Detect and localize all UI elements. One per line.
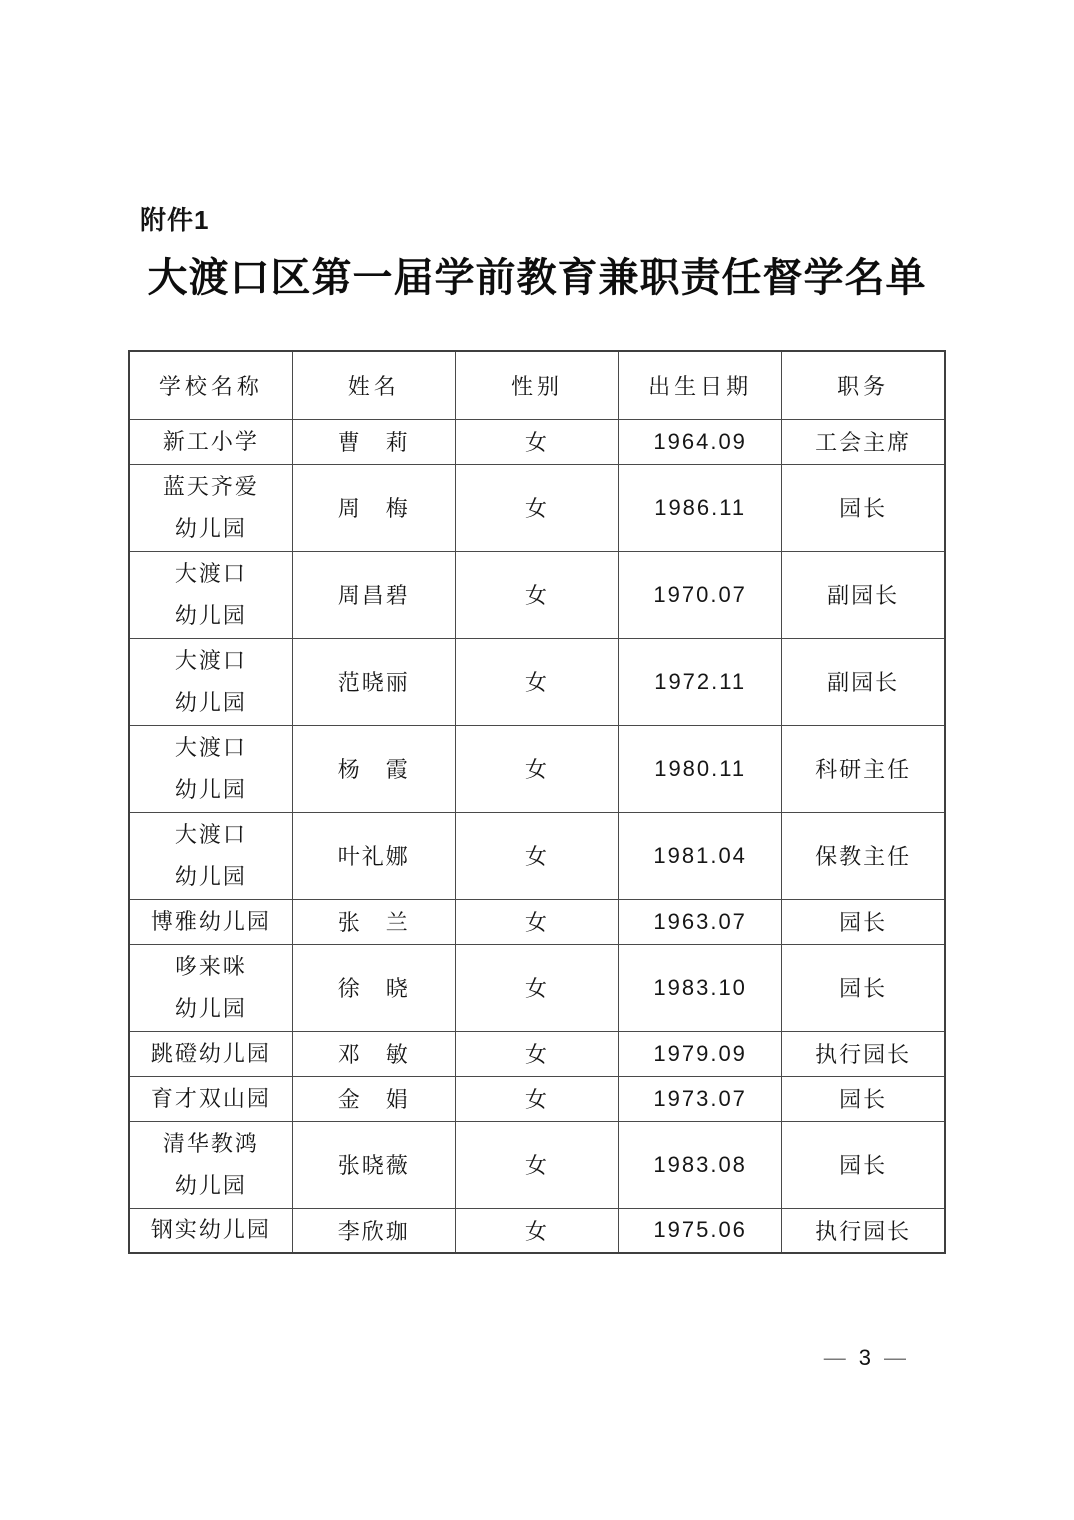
- table-row: [129, 1208, 945, 1253]
- table-row: [129, 812, 945, 899]
- position-cell: 园长: [782, 1121, 945, 1208]
- birth-date-cell: 1981.04: [619, 812, 782, 899]
- table-row: [129, 899, 945, 944]
- attachment-label: 附件1: [140, 205, 210, 235]
- name-cell: 叶礼娜: [292, 812, 455, 899]
- school-name-cell: [129, 419, 292, 464]
- school-name-line: 幼儿园: [174, 602, 247, 628]
- birth-date-cell: 1964.09: [619, 419, 782, 464]
- position-cell: 园长: [782, 1076, 945, 1121]
- school-name-line: 蓝天齐爱: [162, 473, 259, 499]
- school-name-cell: [129, 899, 292, 944]
- column-header: 性别: [455, 351, 618, 419]
- column-header: 姓名: [292, 351, 455, 419]
- school-name-line: 幼儿园: [174, 1172, 247, 1198]
- gender-cell: 女: [455, 1121, 618, 1208]
- school-name-line: 育才双山园: [150, 1085, 271, 1111]
- gender-cell: 女: [455, 812, 618, 899]
- birth-date-cell: 1973.07: [619, 1076, 782, 1121]
- table-row: [129, 1031, 945, 1076]
- school-name-line: 大渡口: [174, 560, 247, 586]
- birth-date-cell: 1983.08: [619, 1121, 782, 1208]
- position-cell: 科研主任: [782, 725, 945, 812]
- gender-cell: 女: [455, 1076, 618, 1121]
- school-name-line: 新工小学: [162, 428, 259, 454]
- position-cell: 园长: [782, 464, 945, 551]
- table-row: [129, 944, 945, 1031]
- name-cell: 曹 莉: [292, 419, 455, 464]
- school-name-cell: [129, 725, 292, 812]
- school-name-line: 清华教鸿: [162, 1130, 259, 1156]
- name-cell: 周 梅: [292, 464, 455, 551]
- school-name-cell: [129, 464, 292, 551]
- position-cell: 副园长: [782, 551, 945, 638]
- school-name-line: 幼儿园: [174, 515, 247, 541]
- birth-date-cell: 1963.07: [619, 899, 782, 944]
- school-name-cell: [129, 812, 292, 899]
- school-name-line: 跳磴幼儿园: [150, 1040, 271, 1066]
- school-name-line: 钢实幼儿园: [150, 1217, 271, 1243]
- school-name-line: 哆来咪: [174, 953, 247, 979]
- school-name-cell: [129, 1076, 292, 1121]
- name-cell: 周昌碧: [292, 551, 455, 638]
- table-row: [129, 1121, 945, 1208]
- page-number: [824, 1345, 906, 1371]
- school-name-cell: [129, 1031, 292, 1076]
- table-header-row: [129, 351, 945, 419]
- birth-date-cell: 1980.11: [619, 725, 782, 812]
- school-name-line: 幼儿园: [174, 995, 247, 1021]
- birth-date-cell: 1983.10: [619, 944, 782, 1031]
- column-header: 出生日期: [619, 351, 782, 419]
- position-cell: 执行园长: [782, 1208, 945, 1253]
- school-name-line: 幼儿园: [174, 776, 247, 802]
- school-name-line: 大渡口: [174, 647, 247, 673]
- table-row: [129, 725, 945, 812]
- name-cell: 邓 敏: [292, 1031, 455, 1076]
- gender-cell: 女: [455, 1031, 618, 1076]
- name-cell: 杨 霞: [292, 725, 455, 812]
- name-cell: 徐 晓: [292, 944, 455, 1031]
- table-row: [129, 638, 945, 725]
- school-name-line: 博雅幼儿园: [150, 908, 271, 934]
- table-row: [129, 1076, 945, 1121]
- position-cell: 保教主任: [782, 812, 945, 899]
- gender-cell: 女: [455, 944, 618, 1031]
- page-number-value: 3: [858, 1345, 871, 1370]
- position-cell: 执行园长: [782, 1031, 945, 1076]
- position-cell: 园长: [782, 944, 945, 1031]
- gender-cell: 女: [455, 551, 618, 638]
- birth-date-cell: 1975.06: [619, 1208, 782, 1253]
- document-title: 大渡口区第一届学前教育兼职责任督学名单: [147, 255, 927, 300]
- supervisor-roster-table: [128, 350, 946, 1254]
- table-row: [129, 551, 945, 638]
- name-cell: 张 兰: [292, 899, 455, 944]
- page-number-dash-left: —: [823, 1345, 846, 1370]
- name-cell: 李欣珈: [292, 1208, 455, 1253]
- gender-cell: 女: [455, 899, 618, 944]
- school-name-cell: [129, 638, 292, 725]
- school-name-cell: [129, 1208, 292, 1253]
- birth-date-cell: 1970.07: [619, 551, 782, 638]
- birth-date-cell: 1972.11: [619, 638, 782, 725]
- school-name-line: 幼儿园: [174, 863, 247, 889]
- position-cell: 工会主席: [782, 419, 945, 464]
- column-header: 职务: [782, 351, 945, 419]
- table-row: [129, 464, 945, 551]
- school-name-line: 大渡口: [174, 821, 247, 847]
- gender-cell: 女: [455, 1208, 618, 1253]
- school-name-cell: [129, 944, 292, 1031]
- table-row: [129, 419, 945, 464]
- page-number-dash-right: —: [884, 1345, 906, 1370]
- birth-date-cell: 1986.11: [619, 464, 782, 551]
- column-header: 学校名称: [129, 351, 292, 419]
- school-name-cell: [129, 551, 292, 638]
- position-cell: 副园长: [782, 638, 945, 725]
- gender-cell: 女: [455, 638, 618, 725]
- gender-cell: 女: [455, 419, 618, 464]
- birth-date-cell: 1979.09: [619, 1031, 782, 1076]
- school-name-line: 大渡口: [174, 734, 247, 760]
- name-cell: 范晓丽: [292, 638, 455, 725]
- school-name-cell: [129, 1121, 292, 1208]
- name-cell: 张晓薇: [292, 1121, 455, 1208]
- name-cell: 金 娟: [292, 1076, 455, 1121]
- school-name-line: 幼儿园: [174, 689, 247, 715]
- gender-cell: 女: [455, 464, 618, 551]
- gender-cell: 女: [455, 725, 618, 812]
- position-cell: 园长: [782, 899, 945, 944]
